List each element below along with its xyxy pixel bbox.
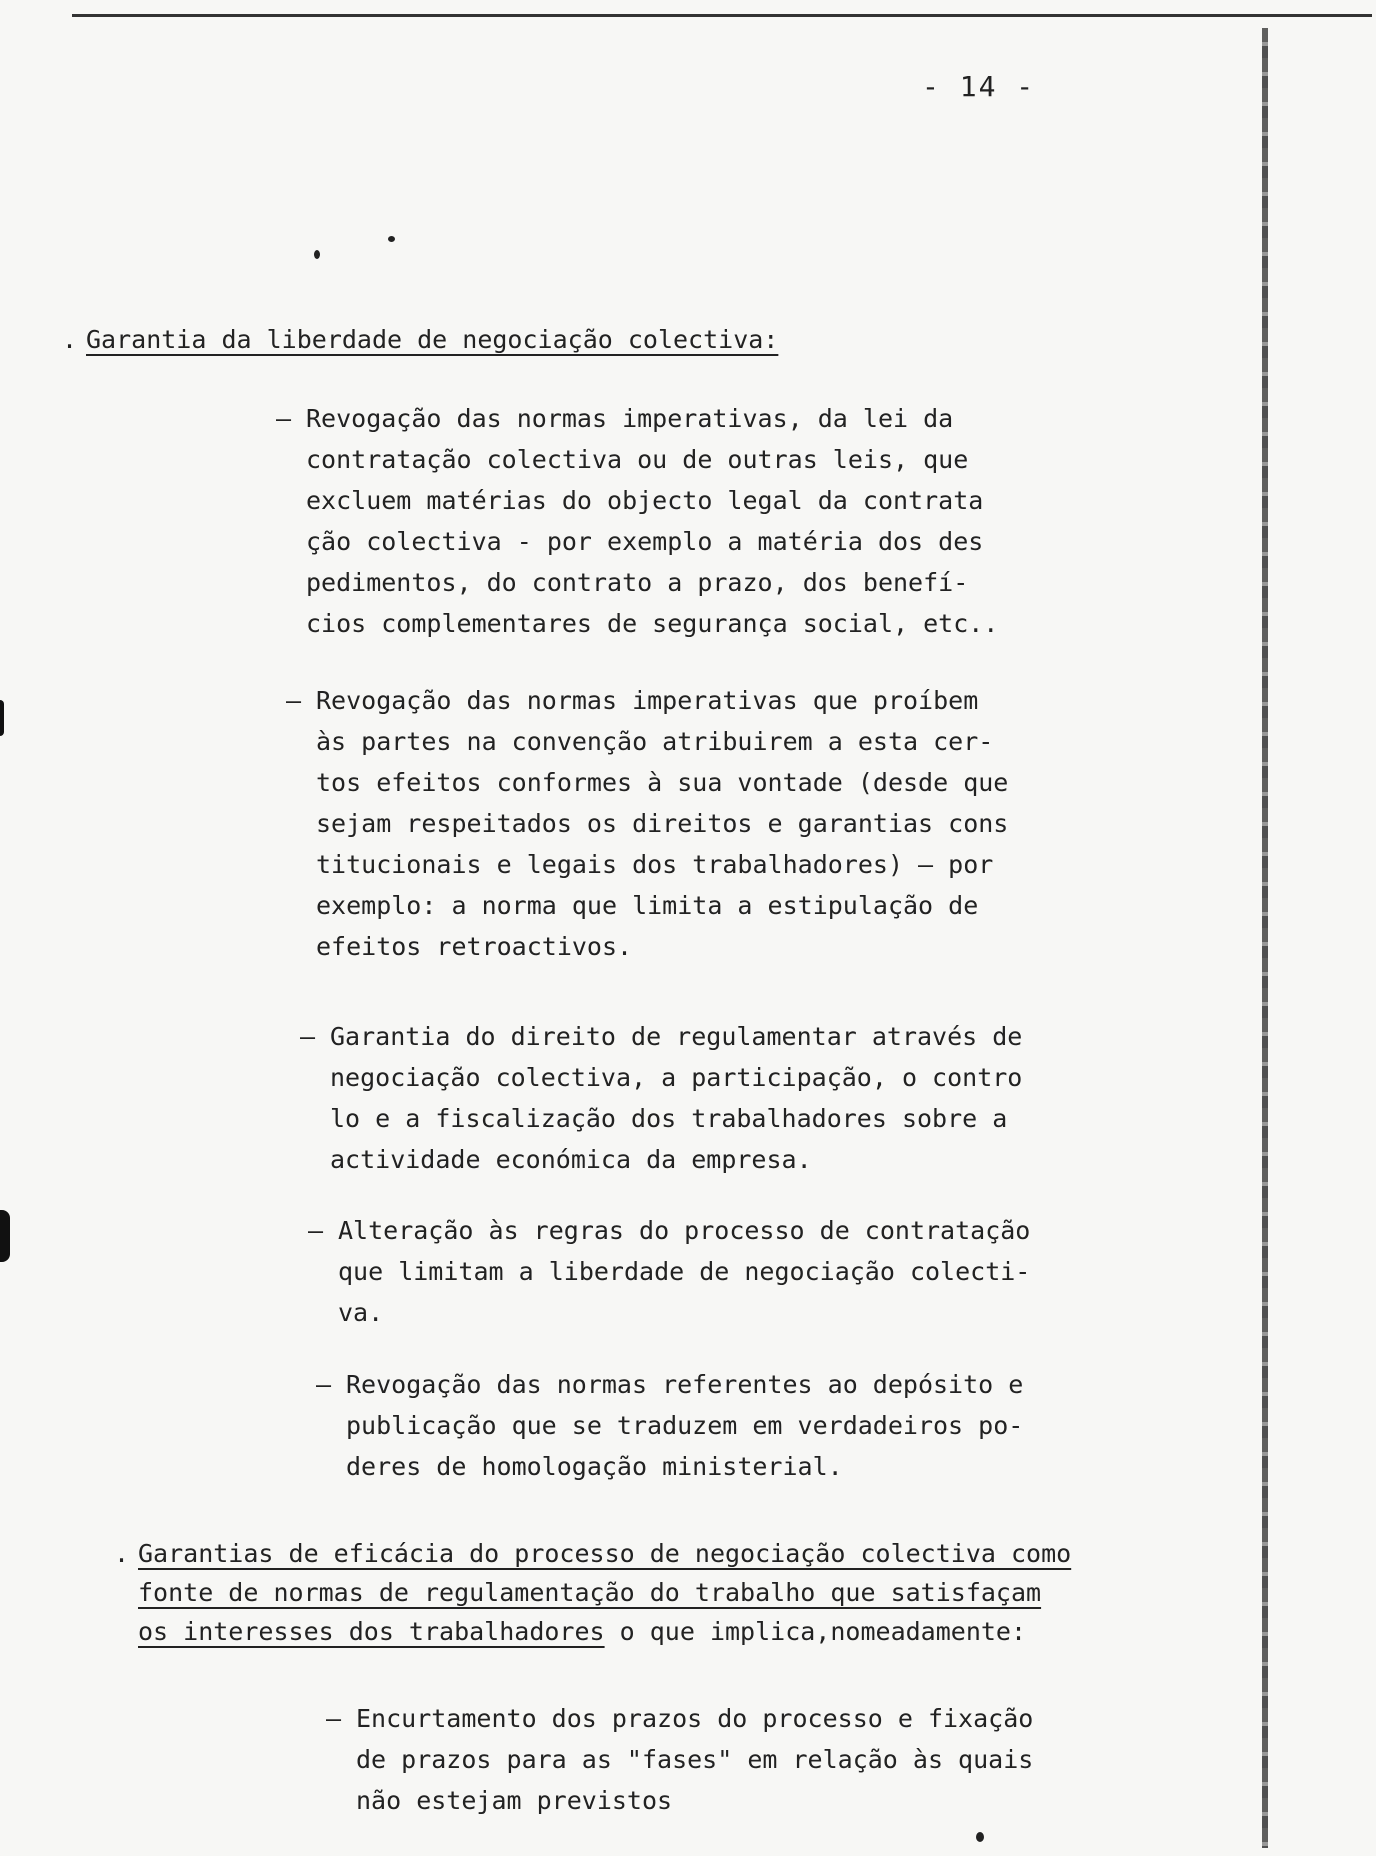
item-dash: – bbox=[316, 1370, 332, 1399]
list-item bbox=[326, 1698, 1034, 1821]
item-dash: – bbox=[300, 1022, 316, 1051]
list-item bbox=[300, 1016, 1023, 1180]
item-line: actividade económica da empresa. bbox=[330, 1145, 812, 1174]
list-item bbox=[276, 398, 999, 644]
item-line: lo e a fiscalização dos trabalhadores sobre a bbox=[330, 1104, 1008, 1133]
item-dash: – bbox=[286, 686, 302, 715]
item-line: excluem matérias do objecto legal da contrata bbox=[306, 486, 984, 515]
heading-bullet: . bbox=[114, 1539, 130, 1568]
item-line: cios complementares de segurança social, etc.. bbox=[306, 609, 999, 638]
item-line: tos efeitos conformes à sua vontade (desde que bbox=[316, 768, 1009, 797]
top-rule bbox=[72, 14, 1372, 17]
item-dash: – bbox=[308, 1216, 324, 1245]
item-line: que limitam a liberdade de negociação colecti- bbox=[338, 1257, 1031, 1286]
item-line: sejam respeitados os direitos e garantias cons bbox=[316, 809, 1009, 838]
right-binding-edge bbox=[1262, 28, 1268, 1848]
list-item bbox=[316, 1364, 1024, 1487]
item-line: Alteração às regras do processo de contratação bbox=[338, 1216, 1031, 1245]
section-2-heading bbox=[114, 1534, 1072, 1651]
section-2-heading-tail: o que implica,nomeadamente: bbox=[604, 1617, 1027, 1646]
item-line: exemplo: a norma que limita a estipulação de bbox=[316, 891, 979, 920]
ink-speck bbox=[314, 250, 320, 259]
ink-speck bbox=[976, 1832, 984, 1842]
item-line: deres de homologação ministerial. bbox=[346, 1452, 843, 1481]
item-line: va. bbox=[338, 1298, 384, 1327]
section-2-heading-line: Garantias de eficácia do processo de negociação colectiva como bbox=[138, 1539, 1072, 1568]
section-1-heading bbox=[62, 320, 779, 359]
list-item bbox=[308, 1210, 1031, 1333]
item-line: Revogação das normas imperativas, da lei da bbox=[306, 404, 954, 433]
item-line: titucionais e legais dos trabalhadores) — por bbox=[316, 850, 994, 879]
item-line: Encurtamento dos prazos do processo e fixação bbox=[356, 1704, 1034, 1733]
item-line: Revogação das normas referentes ao depósito e bbox=[346, 1370, 1024, 1399]
item-line: Garantia do direito de regulamentar através de bbox=[330, 1022, 1023, 1051]
item-line: de prazos para as "fases" em relação às quais bbox=[356, 1745, 1034, 1774]
list-item bbox=[286, 680, 1009, 967]
item-line: não estejam previstos bbox=[356, 1786, 673, 1815]
left-punch-mark bbox=[0, 1210, 10, 1262]
item-line: pedimentos, do contrato a prazo, dos benefí- bbox=[306, 568, 969, 597]
item-line: contratação colectiva ou de outras leis, que bbox=[306, 445, 969, 474]
item-line: publicação que se traduzem em verdadeiros po- bbox=[346, 1411, 1024, 1440]
ink-speck bbox=[388, 236, 395, 242]
item-dash: – bbox=[276, 404, 292, 433]
item-dash: – bbox=[326, 1704, 342, 1733]
section-2-heading-line: fonte de normas de regulamentação do trabalho que satisfaçam bbox=[138, 1578, 1042, 1607]
section-2-heading-line: os interesses dos trabalhadores bbox=[138, 1617, 605, 1646]
item-line: negociação colectiva, a participação, o contro bbox=[330, 1063, 1023, 1092]
item-line: Revogação das normas imperativas que proíbem bbox=[316, 686, 979, 715]
item-line: às partes na convenção atribuirem a esta cer- bbox=[316, 727, 994, 756]
item-line: ção colectiva - por exemplo a matéria dos des bbox=[306, 527, 984, 556]
item-line: efeitos retroactivos. bbox=[316, 932, 633, 961]
page-number: - 14 - bbox=[922, 70, 1036, 103]
section-2-heading-last-line bbox=[138, 1612, 1071, 1651]
section-1-heading-text: Garantia da liberdade de negociação colectiva: bbox=[86, 325, 779, 354]
left-punch-mark bbox=[0, 700, 4, 736]
heading-bullet: . bbox=[62, 325, 78, 354]
